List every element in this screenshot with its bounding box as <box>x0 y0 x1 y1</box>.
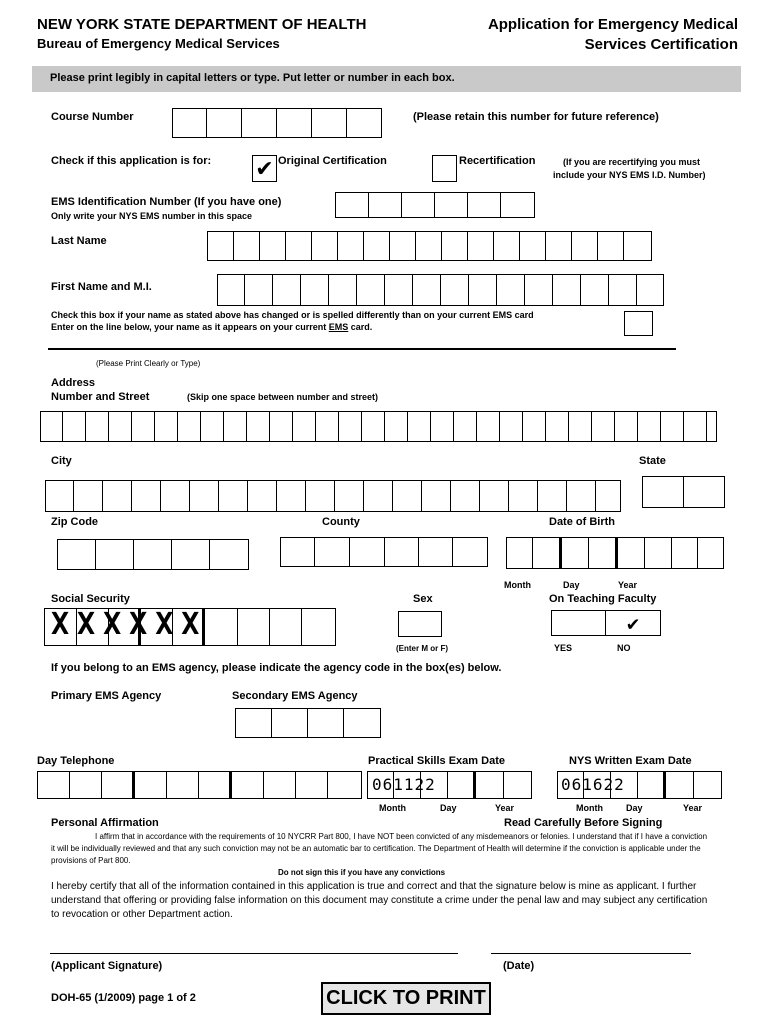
address-boxes[interactable] <box>40 411 717 442</box>
county-label: County <box>322 516 360 528</box>
course-number-boxes[interactable] <box>172 108 382 138</box>
zip-label: Zip Code <box>51 516 99 528</box>
dob-boxes[interactable] <box>506 537 724 569</box>
written-day-label: Day <box>626 803 643 813</box>
application-type-label: Check if this application is for: <box>51 155 212 167</box>
written-exam-label: NYS Written Exam Date <box>569 755 692 767</box>
address-note: (Skip one space between number and street) <box>187 392 379 402</box>
form-title-line1: Application for Emergency Medical <box>487 16 738 33</box>
first-name-label: First Name and M.I. <box>51 281 152 293</box>
ems-id-label: EMS Identification Number (If you have one) <box>51 196 282 208</box>
written-exam-date-value: 061622 <box>561 775 625 794</box>
teaching-no-checkbox[interactable]: ✔ <box>606 610 661 636</box>
city-label: City <box>51 455 72 467</box>
last-name-label: Last Name <box>51 235 107 247</box>
form-title-line2: Services Certification <box>584 36 738 53</box>
original-certification-checkbox[interactable]: ✔ <box>252 155 277 182</box>
teaching-faculty-label: On Teaching Faculty <box>549 593 657 605</box>
affirmation-title: Personal Affirmation <box>51 817 159 829</box>
secondary-agency-label: Secondary EMS Agency <box>232 690 358 702</box>
state-boxes[interactable] <box>642 476 725 508</box>
ssn-label: Social Security <box>51 593 130 605</box>
recertification-checkbox[interactable] <box>432 155 457 182</box>
day-telephone-label: Day Telephone <box>37 755 115 767</box>
ems-id-sublabel: Only write your NYS EMS number in this space <box>51 211 253 221</box>
instructions-text: Please print legibly in capital letters or type. Put letter or number in each box. <box>50 72 455 84</box>
dob-month-label: Month <box>504 580 531 590</box>
bureau-name: Bureau of Emergency Medical Services <box>37 36 280 51</box>
teaching-yes-label: YES <box>554 643 573 653</box>
dob-year-label: Year <box>618 580 638 590</box>
recertification-note-2: include your NYS EMS I.D. Number) <box>553 170 706 180</box>
written-year-label: Year <box>683 803 703 813</box>
teaching-no-label: NO <box>617 643 631 653</box>
sex-label: Sex <box>413 593 433 605</box>
sex-note: (Enter M or F) <box>396 644 448 653</box>
practical-month-label: Month <box>379 803 406 813</box>
day-telephone-boxes[interactable] <box>37 771 362 799</box>
county-boxes[interactable] <box>280 537 488 567</box>
dob-day-label: Day <box>563 580 580 590</box>
course-number-label: Course Number <box>51 111 134 123</box>
recertification-note-1: (If you are recertifying you must <box>563 157 701 167</box>
dob-label: Date of Birth <box>549 516 615 528</box>
primary-agency-boxes[interactable] <box>235 708 381 738</box>
signature-label: (Applicant Signature) <box>51 960 163 972</box>
address-label: Address <box>51 377 96 389</box>
original-certification-label: Original Certification <box>278 155 387 167</box>
department-name: NEW YORK STATE DEPARTMENT OF HEALTH <box>37 16 367 33</box>
signature-line[interactable] <box>50 953 458 954</box>
zip-boxes[interactable] <box>57 539 249 570</box>
print-clearly-note: (Please Print Clearly or Type) <box>96 359 201 368</box>
ems-id-boxes[interactable] <box>335 192 535 218</box>
signature-date-label: (Date) <box>503 960 535 972</box>
name-change-line2: Enter on the line below, your name as it appears on your current EMS card. <box>51 322 373 332</box>
street-label: Number and Street <box>51 391 150 403</box>
click-to-print-button[interactable]: CLICK TO PRINT <box>321 982 491 1015</box>
affirmation-paragraph: I affirm that in accordance with the requirements of 10 NYCRR Part 800, I have NOT been convicted of any misdemeanors or felonies. I understand that if I have a conviction it will be individually reviewed and that any such conviction may not be an automatic bar to certification. The Department of Health will determine if the conviction is applicable under the provisions of Part 800. <box>51 832 708 865</box>
teaching-faculty-boxes[interactable] <box>551 610 661 636</box>
date-line[interactable] <box>491 953 691 954</box>
sex-input[interactable] <box>398 611 442 637</box>
agency-instruction: If you belong to an EMS agency, please indicate the agency code in the box(es) below. <box>51 662 502 674</box>
practical-day-label: Day <box>440 803 457 813</box>
ssn-masked-value: XXXXXX <box>51 607 208 642</box>
conviction-warning: Do not sign this if you have any convictions <box>278 868 446 877</box>
last-name-boxes[interactable] <box>207 231 652 261</box>
read-carefully-label: Read Carefully Before Signing <box>504 817 663 829</box>
practical-year-label: Year <box>495 803 515 813</box>
certification-paragraph: I hereby certify that all of the information contained in this application is true and correct and that the signature below is mine as applicant. I further understand that offering or providing false information on this document may constitute a crime under the penal law and may subject any certification to revocation or other Department action. <box>51 881 708 920</box>
recertification-label: Recertification <box>459 155 536 167</box>
name-change-checkbox[interactable] <box>624 311 653 336</box>
state-label: State <box>639 455 666 467</box>
previous-name-line[interactable] <box>48 348 676 350</box>
written-month-label: Month <box>576 803 603 813</box>
name-change-instruction: Check this box if your name as stated above has changed or is spelled differently than on your current EMS card <box>51 310 534 320</box>
practical-exam-label: Practical Skills Exam Date <box>368 755 505 767</box>
course-number-note: (Please retain this number for future reference) <box>413 111 659 123</box>
practical-exam-date-value: 061122 <box>372 775 436 794</box>
form-id: DOH-65 (1/2009) page 1 of 2 <box>51 992 196 1004</box>
city-boxes[interactable] <box>45 480 621 512</box>
first-name-boxes[interactable] <box>217 274 664 306</box>
primary-agency-label: Primary EMS Agency <box>51 690 162 702</box>
